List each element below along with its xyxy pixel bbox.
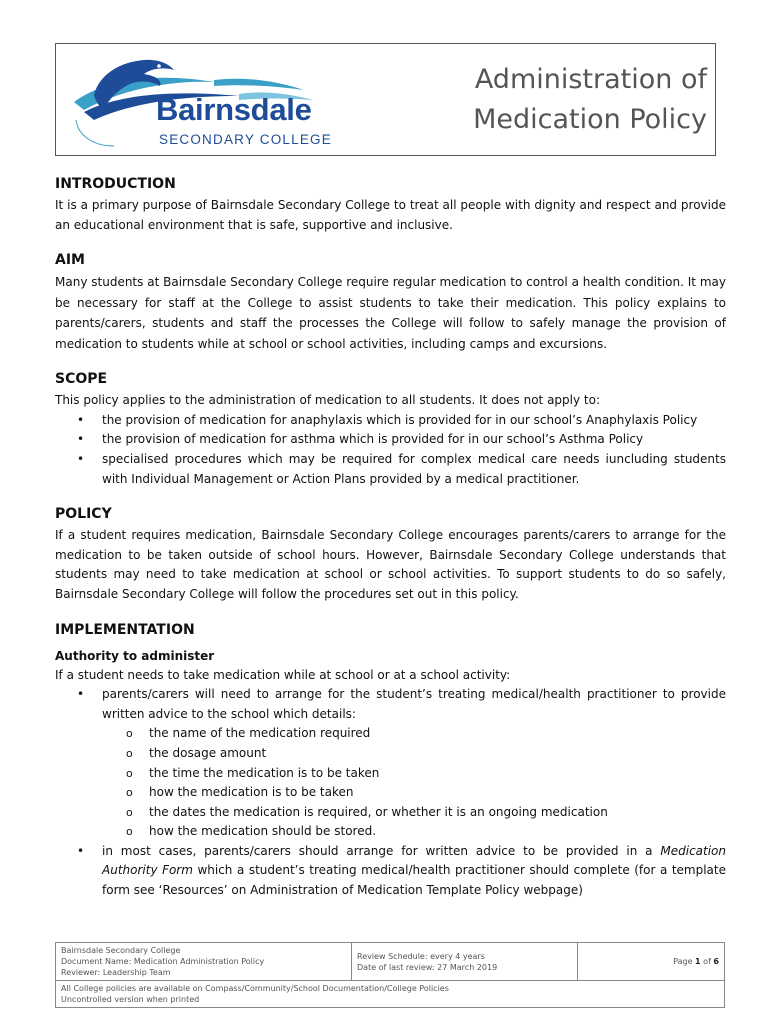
footer-uncontrolled: Uncontrolled version when printed: [61, 995, 200, 1004]
footer-review-info: [352, 943, 578, 981]
footer-page-number: [578, 943, 725, 981]
footer-reviewer: Reviewer: Leadership Team: [61, 968, 171, 977]
sub-list-item: o the dosage amount: [102, 744, 726, 764]
footer-review-schedule: Review Schedule: every 4 years: [357, 951, 485, 961]
page-total: 6: [713, 957, 719, 966]
page-label: Page: [673, 957, 696, 966]
document-footer: [55, 942, 725, 1008]
policy-text: If a student requires medication, Bairnsdale Secondary College encourages parents/carers to arrange for the medication to be taken outside of school hours. However, Bairnsdale Secondary College understands that students may need to take medication at school or school activities. To support students to do so safely, Bairnsdale Secondary College will follow the procedures set out in this policy.: [55, 528, 726, 601]
introduction-text: It is a primary purpose of Bairnsdale Secondary College to treat all people with dignity and respect and provide an educational environment that is safe, supportive and inclusive.: [55, 198, 726, 232]
policy-section: [55, 503, 726, 604]
authority-subheading: Authority to administer: [55, 648, 215, 663]
policy-heading: POLICY: [55, 506, 112, 523]
sub-list-item: o the dates the medication is required, or whether it is an ongoing medication: [102, 803, 726, 823]
medication-authority-form-term: Medication Authority Form: [102, 843, 726, 878]
scope-section: [55, 368, 726, 489]
sub-list-item: o the name of the medication required: [102, 724, 726, 744]
aim-section: [55, 249, 726, 354]
sub-list-item: o the time the medication is to be taken: [102, 764, 726, 784]
sub-list-item: o how the medication is to be taken: [102, 783, 726, 803]
authority-bullet-2-pre: in most cases, parents/carers should arrange for written advice to be provided in a: [102, 843, 661, 858]
list-item: [55, 842, 726, 901]
introduction-heading: INTRODUCTION: [55, 176, 176, 192]
footer-document-name: Document Name: Medication Administration Policy: [61, 957, 265, 966]
page-of: of: [700, 957, 714, 966]
document-body: [55, 173, 726, 915]
logo-subtitle: SECONDARY COLLEGE: [159, 132, 332, 147]
list-item: • the provision of medication for anaphylaxis which is provided for in our school’s Anaphylaxis Policy: [55, 411, 726, 431]
logo-name: Bairnsdale: [156, 92, 312, 127]
aim-text: Many students at Bairnsdale Secondary College require regular medication to control a health condition. It may be necessary for staff at the College to assist students to take their medication. This policy explains to parents/carers, students and staff the processes the College will follow to safely manage the provision of medication to students while at school or school activities, including camps and excursions.: [55, 275, 726, 351]
scope-list: [55, 411, 726, 489]
title-line-1: Administration of: [474, 64, 707, 95]
authority-bullet-2-post: which a student’s treating medical/health practitioner should complete (for a template form see ‘Resources’ on Administration of Medication Template Policy webpage): [102, 863, 726, 898]
footer-availability: All College policies are available on Compass/Community/School Documentation/College Policies: [61, 984, 449, 993]
scope-heading: SCOPE: [55, 371, 108, 388]
aim-heading: AIM: [55, 252, 85, 269]
footer-last-review: Date of last review: 27 March 2019: [357, 962, 498, 972]
college-logo: [64, 50, 354, 150]
list-item: • specialised procedures which may be required for complex medical care needs iuncluding students with Individual Management or Action Plans provided by a medical practitioner.: [55, 450, 726, 489]
implementation-heading: IMPLEMENTATION: [55, 621, 195, 638]
footer-document-info: [56, 943, 352, 981]
authority-intro: If a student needs to take medication while at school or at a school activity:: [55, 667, 511, 682]
list-item: • the provision of medication for asthma which is provided for in our school’s Asthma Policy: [55, 430, 726, 450]
implementation-section: [55, 619, 726, 901]
scope-intro: This policy applies to the administration of medication to all students. It does not apply to:: [55, 393, 600, 408]
sub-list-item: o how the medication should be stored.: [102, 822, 726, 842]
title-line-2: Medication Policy: [473, 104, 707, 135]
footer-college: Bairnsdale Secondary College: [61, 946, 181, 955]
introduction-section: [55, 173, 726, 235]
footer-notes: [56, 981, 725, 1008]
page-current: 1: [695, 957, 701, 966]
authority-sublist: [102, 724, 726, 842]
list-item: [55, 685, 726, 842]
authority-bullet-1: parents/carers will need to arrange for the student’s treating medical/health practitioner to provide written advice to the school which details:: [102, 687, 726, 721]
document-header: [55, 43, 716, 156]
document-title: [473, 60, 707, 140]
authority-list: [55, 685, 726, 901]
